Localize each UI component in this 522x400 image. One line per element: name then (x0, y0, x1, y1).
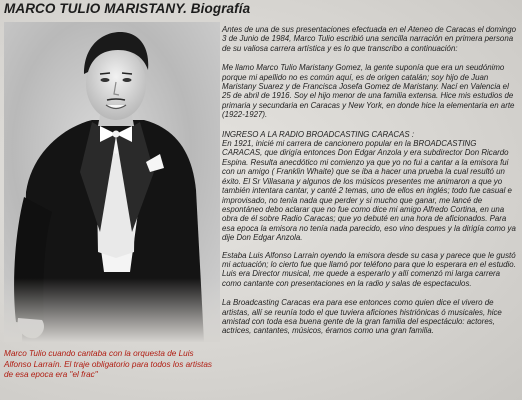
photo-caption: Marco Tulio cuando cantaba con la orquesta de Luis Alfonso Larraín. El traje obligatorio para todos los artistas de esa epoca era "el frac" (4, 349, 212, 380)
radio-section (222, 130, 518, 243)
broadcasting-paragraph: La Broadcasting Caracas era para ese entonces como quien dice el vivero de artistas, allí se reunía todo el que tuviera aficiones histriónicas ó musicales, hice amistad con toda esa buena gente de la gran familia del espectáculo: actores, actrices, cantantes, músicos, éramos como una gran familia. (222, 298, 502, 336)
intro-paragraph: Antes de una de sus presentaciones efectuada en el Ateneo de Caracas el domingo 3 de Junio de 1984, Marco Tulio escribió una sencilla narración en primera persona de su valiosa carrera artística y es lo que transcribo a continuación: (222, 25, 517, 53)
biography-text (222, 25, 518, 346)
portrait-photo (4, 22, 220, 342)
larrain-paragraph: Estaba Luis Alfonso Larrain oyendo la emisora desde su casa y parece que le gustó mi actuación; lo cierto fue que llamó por teléfono para que lo esperara en el estudio. Luis era Director musical, me quede a esperarlo y allí comenzó mi larga carrera como cantante con presentaciones en la radio y salas de espectaculos. (222, 250, 516, 288)
page-title: MARCO TULIO MARISTANY. Biografía (4, 1, 251, 16)
origin-paragraph: Me llamo Marco Tulio Maristany Gomez, la gente suponía que era un seudónimo porque mi apellido no es común aquí, es de origen catalán; soy hijo de Juan Maristany Suarez y de Francisca Josefa Gomez de Maristany. Nací en Valencia el 25 de abril de 1916. Soy el hijo menor de una familia extensa. Hice mis estudios de primaria y secundaria en Caracas y New York, en donde hice la elementaria en arte (1922-1927). (222, 63, 515, 120)
radio-section-heading: INGRESO A LA RADIO BROADCASTING CARACAS : (222, 129, 415, 139)
radio-section-body: En 1921, inicié mi carrera de cancionero popular en la BROADCASTING CARACAS, que dirigía entonces Don Edgar Anzola y era subdirector Don Ricardo Espina. Resulta anecdótico mi comienzo ya que yo no fui a cantar a la emisora fui con un amigo ( Franklin Whaite) que se iba a hacer una prueba la cual resultó un éxito. El Sr Villasana y algunos de los músicos presentes me animaron a que yo también intentara cantar, y canté 2 temas, uno de ellos en inglés; todo fue casual e improvisado, no tenía nada que perder y si mucho que ganar, me lancé de espontáneo debo aclarar que no fue como dice mi amigo Alfredo Cortina, en una obra de él sobre Radio Caracas; que yo debuté en una hora de aficionados. Para esa epoca la emisora no tenía nada parecido, eso vino despues y la dirigía como ya dije Don Edgar Anzola. (222, 139, 516, 243)
